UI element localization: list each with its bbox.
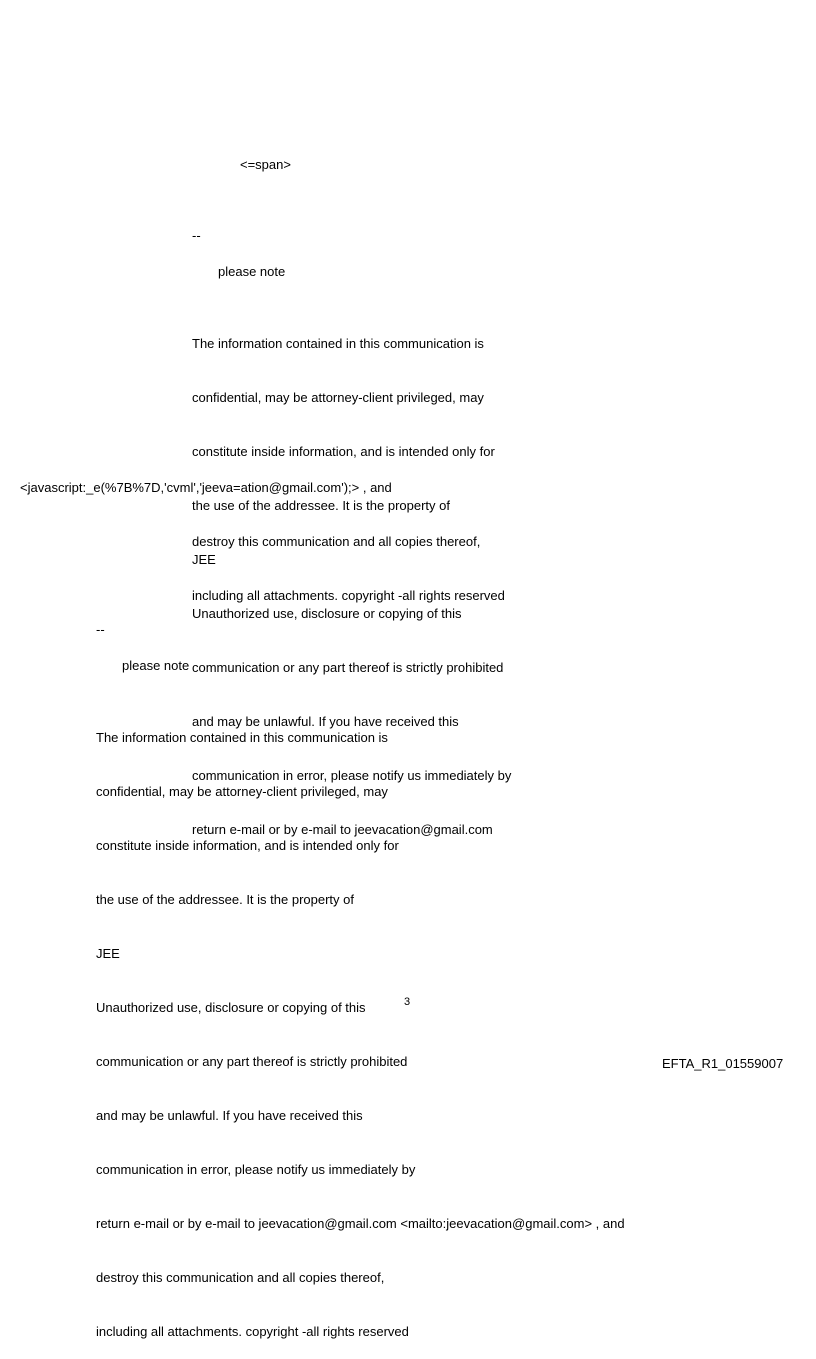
disclaimer-line: constitute inside information, and is intended only for	[96, 838, 399, 853]
disclaimer-line: communication or any part thereof is strictly prohibited	[192, 660, 504, 675]
span-tag-text: <=span>	[240, 157, 291, 172]
disclaimer-line: return e-mail or by e-mail to jeevacation@gmail.com	[192, 822, 493, 837]
disclaimer-line: return e-mail or by e-mail to jeevacation@gmail.com <mailto:jeevacation@gmail.com> , and	[96, 1216, 625, 1231]
disclaimer-tail	[192, 497, 505, 623]
separator: --	[192, 228, 201, 243]
disclaimer-line: destroy this communication and all copies thereof,	[192, 534, 481, 549]
disclaimer-line: including all attachments. copyright -all rights reserved	[192, 588, 505, 603]
disclaimer-line: Unauthorized use, disclosure or copying of this	[192, 606, 462, 621]
disclaimer-line: communication in error, please notify us immediately by	[192, 768, 512, 783]
disclaimer-line: confidential, may be attorney-client privileged, may	[96, 784, 388, 799]
disclaimer-line: The information contained in this communication is	[96, 730, 388, 745]
page-number: 3	[404, 996, 411, 1008]
disclaimer-body	[96, 693, 625, 1359]
disclaimer-line: JEE	[96, 946, 120, 961]
disclaimer-line: including all attachments. copyright -all rights reserved	[96, 1324, 409, 1339]
separator: --	[96, 622, 105, 637]
disclaimer-line: communication or any part thereof is strictly prohibited	[96, 1054, 408, 1069]
disclaimer-line: communication in error, please notify us immediately by	[96, 1162, 416, 1177]
javascript-link-line: <javascript:_e(%7B%7D,'cvml','jeeva=ation@gmail.com');> , and	[20, 480, 392, 495]
disclaimer-line: The information contained in this communication is	[192, 336, 484, 351]
disclaimer-line: and may be unlawful. If you have received this	[192, 714, 459, 729]
bates-number: EFTA_R1_01559007	[662, 1056, 784, 1071]
disclaimer-line: destroy this communication and all copies thereof,	[96, 1270, 385, 1285]
disclaimer-line: the use of the addressee. It is the property of	[192, 498, 450, 513]
disclaimer-line: Unauthorized use, disclosure or copying of this	[96, 1000, 366, 1015]
disclaimer-line: JEE	[192, 552, 216, 567]
disclaimer-line: constitute inside information, and is intended only for	[192, 444, 495, 459]
disclaimer-line: and may be unlawful. If you have received this	[96, 1108, 363, 1123]
please-note-heading: please note	[218, 264, 286, 279]
disclaimer-line: confidential, may be attorney-client privileged, may	[192, 390, 484, 405]
please-note-heading: please note	[122, 658, 190, 673]
disclaimer-line: the use of the addressee. It is the property of	[96, 892, 354, 907]
